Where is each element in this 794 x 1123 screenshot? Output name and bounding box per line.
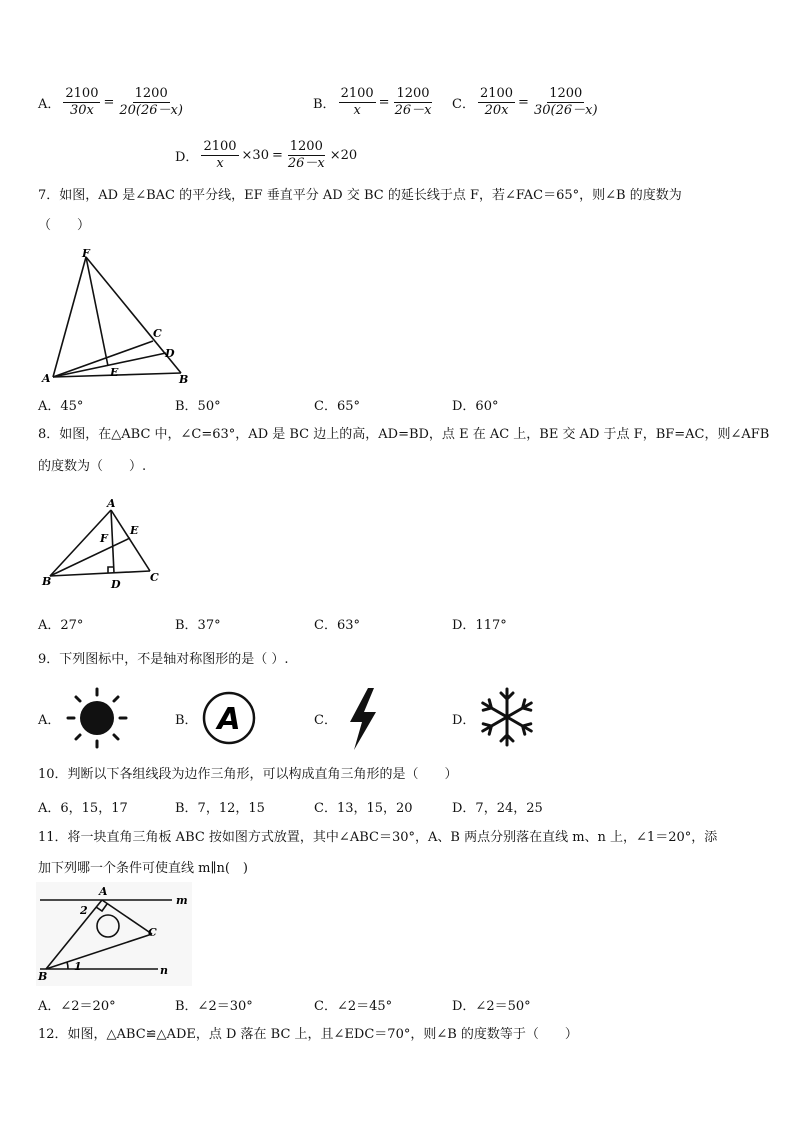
label-n: n [160, 964, 168, 977]
q11-text-line1: 11．将一块直角三角板 ABC 按如图方式放置，其中∠ABC＝30°，A、B 两点分别落在直线 m、n 上，∠1＝20°，添 [38, 830, 718, 845]
option-label: A． [38, 97, 61, 112]
equals-sign: = [103, 95, 115, 110]
label-E: E [110, 366, 119, 379]
q10-text: 10．判断以下各组线段为边作三角形，可以构成直角三角形的是（ ） [38, 767, 458, 782]
q7-option-c[interactable]: C．65° [314, 399, 360, 414]
snowflake-icon [476, 686, 538, 748]
label-A: A [99, 885, 108, 898]
q8-text-line1: 8．如图，在△ABC 中，∠C=63°，AD 是 BC 边上的高，AD=BD，点 E 在 AC 上，BE 交 AD 于点 F，BF=AC，则∠AFB [38, 427, 770, 442]
option-label: D． [175, 150, 199, 165]
icon-letter: A [217, 702, 241, 737]
q10-option-b[interactable]: B．7，12，15 [175, 801, 265, 816]
q12-text: 12．如图，△ABC≌△ADE，点 D 落在 BC 上，且∠EDC＝70°，则∠B 的度数等于（ ） [38, 1027, 578, 1042]
equals-sign: = [518, 95, 529, 110]
fraction: $\frac{2100}{30x}$ [65, 86, 99, 118]
q6-option-c [452, 86, 600, 119]
q8-option-b[interactable]: B．37° [175, 618, 221, 633]
q8-option-a[interactable]: A．27° [38, 618, 84, 633]
q7-option-b[interactable]: B．50° [175, 399, 221, 414]
q7-figure [38, 245, 198, 385]
label-angle-1: 1 [74, 960, 82, 973]
multiplier: ×30 [241, 148, 269, 163]
q10-option-d[interactable]: D．7，24，25 [452, 801, 543, 816]
fraction: $\frac{1200}{26-x}$ [287, 139, 325, 171]
q11-option-b[interactable]: B．∠2＝30° [175, 999, 253, 1014]
q9-option-c-label[interactable]: C． [314, 713, 337, 728]
multiplier: ×20 [329, 148, 358, 163]
label-C: C [148, 926, 157, 939]
label-F: F [82, 247, 90, 260]
label-m: m [176, 894, 188, 907]
q9-option-b-label[interactable]: B． [175, 713, 198, 728]
circle-letter-a-icon [200, 689, 258, 747]
q8-option-d[interactable]: D．117° [452, 618, 507, 633]
label-B: B [42, 575, 52, 588]
fraction: $\frac{2100}{x}$ [340, 86, 374, 118]
q11-text-line2: 加下列哪一个条件可使直线 m∥n( ) [38, 861, 248, 876]
label-angle-2: 2 [80, 904, 88, 917]
q6-option-d [175, 139, 357, 172]
label-C: C [150, 571, 159, 584]
q8-figure [38, 496, 168, 596]
equals-sign: = [271, 148, 283, 163]
option-label: C． [452, 97, 475, 112]
q8-text-line2: 的度数为（ ）. [38, 459, 147, 474]
q8-option-c[interactable]: C．63° [314, 618, 360, 633]
label-F: F [100, 532, 108, 545]
q9-text: 9．下列图标中，不是轴对称图形的是（ ）. [38, 652, 289, 667]
label-C: C [153, 327, 162, 340]
label-A: A [42, 372, 51, 385]
label-B: B [38, 970, 48, 983]
label-A: A [107, 497, 116, 510]
q7-text: 7．如图，AD 是∠BAC 的平分线，EF 垂直平分 AD 交 BC 的延长线于点 F，若∠FAC＝65°，则∠B 的度数为 [38, 188, 682, 203]
fraction: $\frac{2100}{20x}$ [479, 86, 514, 118]
q9-option-a-label[interactable]: A． [38, 713, 61, 728]
q7-option-d[interactable]: D．60° [452, 399, 499, 414]
lightning-bolt-icon [342, 686, 382, 752]
fraction: $\frac{2100}{x}$ [203, 139, 237, 171]
label-B: B [179, 373, 189, 385]
q11-figure [36, 882, 192, 986]
sun-icon [64, 686, 130, 750]
q9-option-d-label[interactable]: D． [452, 713, 476, 728]
q10-option-a[interactable]: A．6，15，17 [38, 801, 128, 816]
q6-option-b [313, 86, 433, 119]
label-E: E [130, 524, 139, 537]
option-label: B． [313, 97, 336, 112]
fraction: $\frac{1200}{30(26-x)}$ [533, 86, 598, 118]
q11-option-d[interactable]: D．∠2＝50° [452, 999, 531, 1014]
q11-option-a[interactable]: A．∠2＝20° [38, 999, 116, 1014]
q10-option-c[interactable]: C．13，15，20 [314, 801, 413, 816]
q11-option-c[interactable]: C．∠2＝45° [314, 999, 393, 1014]
fraction: $\frac{1200}{26-x}$ [394, 86, 432, 118]
label-D: D [165, 347, 175, 360]
q7-option-a[interactable]: A．45° [38, 399, 84, 414]
q7-answer-paren: （ ） [38, 218, 91, 233]
fraction: $\frac{1200}{20(26-x)}$ [119, 86, 183, 118]
equals-sign: = [378, 95, 390, 110]
q6-option-a [38, 86, 185, 119]
label-D: D [111, 578, 121, 591]
